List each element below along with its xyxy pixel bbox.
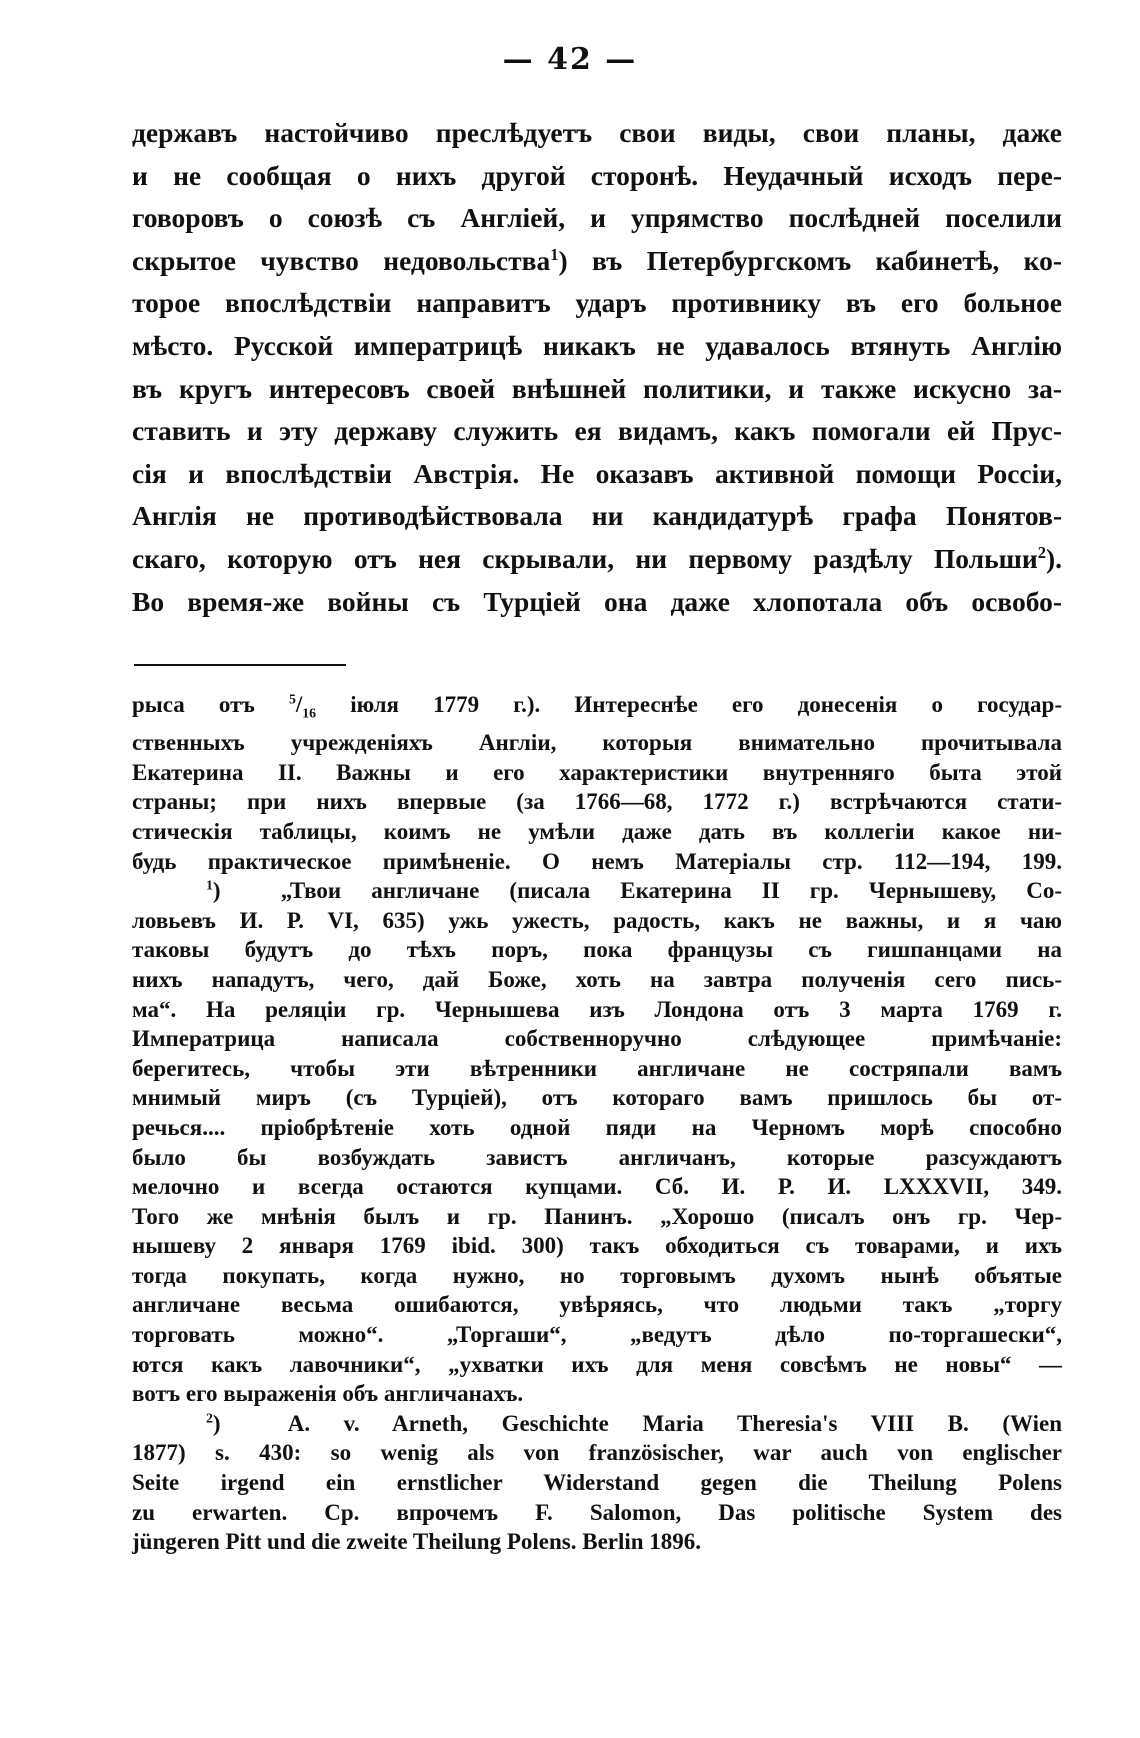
footnote-1-marker: 1 <box>206 877 213 893</box>
footnote-segment: A. v. Arneth, Geschichte Maria Theresia's VIII B. (Wien <box>287 1410 1062 1436</box>
main-text-line: Англія не противодѣйствовала ни кандидатурѣ графа Понятов- <box>132 500 1062 532</box>
footnote-line: ются какъ лавочники“, „ухватки ихъ для меня совсѣмъ не новы“ — <box>132 1351 1062 1377</box>
footnote-line: мнимый миръ (съ Турціей), отъ котораго вамъ пришлось бы от- <box>132 1085 1062 1111</box>
footnote-line: было бы возбуждать завистъ англичанъ, которые разсуждаютъ <box>132 1144 1062 1170</box>
footnote-2-marker: 2 <box>206 1410 213 1426</box>
main-text-segment: скрытое чувство недовольства <box>132 244 551 276</box>
main-text-line: Во время-же войны съ Турціей она даже хлопотала объ освобо- <box>132 585 1062 617</box>
footnote-line: вотъ его выраженія объ англичанахъ. <box>132 1381 524 1407</box>
footnote-line: Seite irgend ein ernstlicher Widerstand gegen die Theilung Polens <box>132 1470 1062 1496</box>
footnote-line: мелочно и всегда остаются купцами. Сб. И. Р. И. LXXXVII, 349. <box>132 1174 1062 1200</box>
footnote-segment: рыса отъ <box>132 692 255 717</box>
footnote-line: 1877) s. 430: so wenig als von französischer, war auch von englischer <box>132 1440 1062 1466</box>
footnote-line: таковы будутъ до тѣхъ поръ, пока французы съ гишпанцами на <box>132 937 1062 963</box>
footnote-line: нышеву 2 января 1769 ibid. 300) такъ обходиться съ товарами, и ихъ <box>132 1233 1062 1259</box>
footnote-line: zu erwarten. Ср. впрочемъ F. Salomon, Das politische System des <box>132 1499 1062 1525</box>
footnote-line: ма“. На реляціи гр. Чернышева изъ Лондона отъ 3 марта 1769 г. <box>132 996 1062 1022</box>
footnote-line: страны; при нихъ впервые (за 1766—68, 1772 г.) встрѣчаются стати- <box>132 789 1062 815</box>
footnote-ref-1: 1 <box>550 244 559 264</box>
main-text-line: сія и впослѣдствіи Австрія. Не оказавъ активной помощи Россіи, <box>132 457 1062 489</box>
main-text-line: и не сообщая о нихъ другой сторонѣ. Неудачный исходъ пере- <box>132 159 1062 191</box>
main-text-line: торое впослѣдствіи направитъ ударъ противнику въ его больное <box>132 287 1062 319</box>
footnote-line: берегитесь, чтобы эти вѣтренники англичане не состряпали вамъ <box>132 1055 1062 1081</box>
footnote-line: Того же мнѣнія былъ и гр. Панинъ. „Хорошо (писалъ онъ гр. Чер- <box>132 1203 1062 1229</box>
main-text-segment: ) въ Петербургскомъ кабинетѣ, ко- <box>558 244 1062 276</box>
footnote-line: англичане весьма ошибаются, увѣряясь, что людьми такъ „торгу <box>132 1292 1062 1318</box>
footnote-line: ственныхъ учрежденіяхъ Англіи, которыя внимательно прочитывала <box>132 730 1062 756</box>
main-text-body <box>132 112 1062 623</box>
footnotes-section <box>132 690 1062 1557</box>
footnote-segment: „Твои англичане (писала Екатерина II гр. Чернышеву, Со- <box>280 878 1062 904</box>
footnote-line: стическія таблицы, коимъ не умѣли даже дать въ коллегіи какое ни- <box>132 818 1062 844</box>
footnote-line: речься.... пріобрѣтеніе хоть одной пяди на Черномъ морѣ способно <box>132 1114 1062 1140</box>
footnote-line: торговать можно“. „Торгаши“, „ведутъ дѣло по-торгашески“, <box>132 1322 1062 1348</box>
footnote-line: Императрица написала собственноручно слѣдующее примѣчаніе: <box>132 1026 1062 1052</box>
main-text-line: державъ настойчиво преслѣдуетъ свои виды, свои планы, даже <box>132 117 1062 148</box>
footnote-line: jüngeren Pitt und die zweite Theilung Polens. Berlin 1896. <box>132 1529 702 1555</box>
page-number: — 42 — <box>502 42 638 77</box>
footnote-line: рыса отъ $^5/_{16}$ іюля 1779 г.). Интереснѣе его донесенія о государ- <box>132 691 1063 721</box>
footnote-segment: іюля 1779 г.). Интереснѣе его донесенія о государ- <box>350 692 1063 717</box>
footnote-line: тогда покупать, когда нужно, но торговымъ духомъ нынѣ объятые <box>132 1262 1062 1288</box>
footnote-separator <box>134 664 346 666</box>
main-text-line: въ кругъ интересовъ своей внѣшней политики, и также искусно за- <box>132 372 1062 404</box>
main-text-line: говоровъ о союзѣ съ Англіей, и упрямство послѣдней поселили <box>132 202 1062 234</box>
main-text-line <box>132 240 1062 283</box>
footnote-2-first-line: $^2$) A. v. Arneth, Geschichte Maria Theresia's VIII B. (Wien <box>206 1410 1062 1436</box>
main-text-segment: ). <box>1045 542 1062 574</box>
main-text-line: ставить и эту державу служить ея видамъ, какъ помогали ей Прус- <box>132 415 1062 447</box>
date-fraction-numerator: 5 <box>288 691 296 707</box>
footnote-line: ловьевъ И. Р. VI, 635) ужь ужесть, радость, какъ не важны, и я чаю <box>132 907 1062 933</box>
main-text-line <box>132 538 1062 581</box>
main-text-line: мѣсто. Русской императрицѣ никакъ не удавалось втянуть Англію <box>132 329 1062 361</box>
footnote-ref-2: 2 <box>1037 542 1046 562</box>
footnote-line: Екатерина II. Важны и его характеристики внутренняго быта этой <box>132 759 1062 785</box>
date-fraction-denominator: 16 <box>302 705 317 721</box>
footnote-1-first-line: $^1$) „Твои англичане (писала Екатерина II гр. Чернышеву, Со- <box>206 877 1062 904</box>
footnote-line: будь практическое примѣненіе. О немъ Матеріалы стр. 112—194, 199. <box>132 848 1062 874</box>
footnote-line: нихъ нападутъ, чего, дай Боже, хоть на завтра полученія сего пись- <box>132 966 1062 992</box>
main-text-segment: скаго, которую отъ нея скрывали, ни первому раздѣлу Польши <box>132 542 1038 574</box>
